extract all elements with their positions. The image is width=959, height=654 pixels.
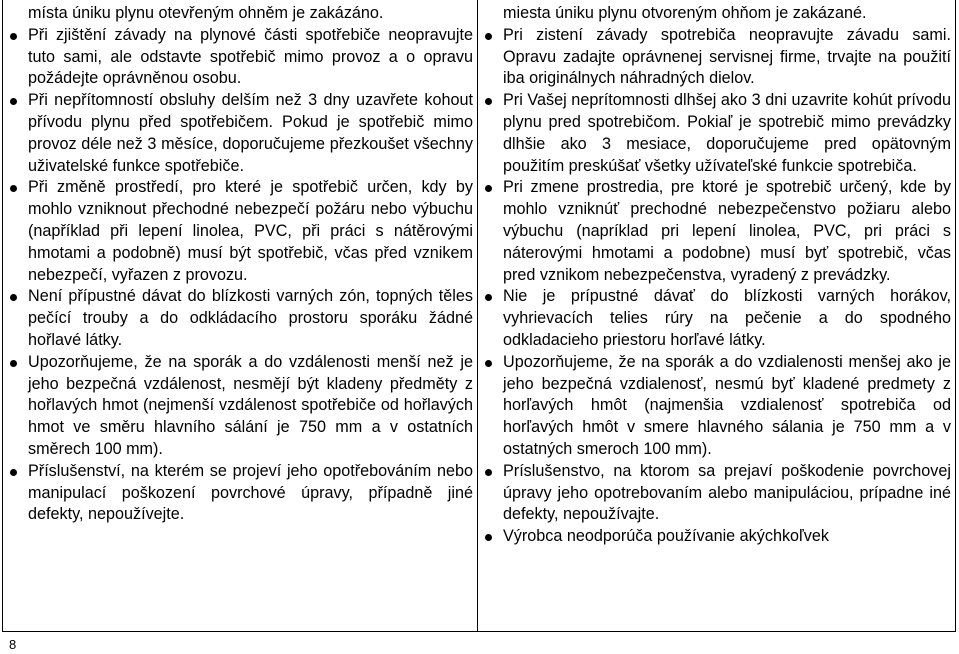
bullet-icon — [10, 185, 17, 192]
safety-list-item — [503, 286, 951, 351]
safety-list-item — [28, 461, 473, 526]
slovak-column-content — [503, 3, 951, 548]
czech-continuation-text: místa úniku plynu otevřeným ohněm je zakázáno. — [28, 4, 384, 22]
bullet-icon — [485, 294, 492, 301]
safety-list-item — [503, 461, 951, 526]
czech-safety-list — [28, 25, 473, 526]
safety-list-item — [28, 286, 473, 351]
safety-list-item — [503, 177, 951, 286]
page-number: 8 — [9, 637, 17, 652]
bullet-icon — [10, 33, 17, 40]
safety-list-item — [503, 526, 951, 548]
safety-list-item-text: Při změně prostředí, pro které je spotřebič určen, kdy by mohlo vzniknout přechodné nebezpečí požáru nebo výbuchu (například při lepení linolea, PVC, při práci s nátěrovými hmotami a podobně) musí být spotřebič, včas před vznikem nebezpečí, vyřazen z provozu. — [28, 178, 473, 284]
safety-list-item — [28, 90, 473, 177]
czech-column — [3, 0, 478, 631]
bullet-icon — [10, 98, 17, 105]
safety-list-item — [503, 90, 951, 177]
safety-list-item-text: Príslušenstvo, na ktorom sa prejaví poškodenie povrchovej úpravy jeho opotrebovaním alebo manipuláciou, prípadne iné defekty, nepoužívajte. — [503, 461, 951, 524]
safety-list-item-text: Při nepřítomností obsluhy delším než 3 dny uzavřete kohout přívodu plynu před spotřebičem. Pokud je spotřebič mimo provoz déle než 3 měsíce, doporučujeme přezkoušet všechny uživatelské funkce spotřebiče. — [28, 91, 473, 175]
bullet-icon — [485, 360, 492, 367]
safety-list-item-text: Pri zmene prostredia, pre ktoré je spotrebič určený, kde by mohlo vzniknúť prechodné nebezpečenstvo požiaru alebo výbuchu (napríklad pri lepení linolea, PVC, pri práci s náterovými hmotami a podobne) musí byť spotrebič, včas pred vznikom nebezpečenstva, vyradený z prevádzky. — [503, 178, 951, 284]
safety-list-item-text: Pri Vašej neprítomnosti dlhšej ako 3 dni uzavrite kohút prívodu plynu pred spotrebičom. Pokiaľ je spotrebič mimo prevádzky dlhšie ako 3 mesiace, doporučujeme pred opätovným použitím preskúšať všetky užívateľské funkcie spotrebiča. — [503, 91, 951, 175]
safety-list-item-text: Upozorňujeme, že na sporák a do vzdálenosti menší než je jeho bezpečná vzdálenost, nesmějí být kladeny předměty z hořlavých hmot (nejmenší vzdálenost spotřebiče od hořlavých hmot ve směru hlavního sálání je 750 mm a v ostatních směrech 100 mm). — [28, 352, 473, 458]
bullet-icon — [10, 469, 17, 476]
safety-list-item-text: Upozorňujeme, že na sporák a do vzdialenosti menšej ako je jeho bezpečná vzdialenosť, nesmú byť kladené predmety z horľavých hmôt (najmenšia vzdialenosť spotrebiča od horľavých hmôt v smere hlavného sálania je 750 mm a v ostatných smeroch 100 mm). — [503, 352, 951, 458]
safety-list-item-text: Při zjištění závady na plynové části spotřebiče neopravujte tuto sami, ale odstavte spotřebič mimo provoz a o opravu požádejte oprávněnou osobu. — [28, 25, 473, 88]
safety-list-item-text: Není přípustné dávat do blízkosti varných zón, topných těles pečící trouby a do odkládacího prostoru sporáku žádné hořlavé látky. — [28, 287, 473, 349]
bilingual-table — [2, 0, 956, 632]
safety-list-item — [28, 177, 473, 286]
safety-list-item-text: Příslušenství, na kterém se projeví jeho opotřebováním nebo manipulací poškození povrchové úpravy, případně jiné defekty, nepoužívejte. — [28, 461, 473, 524]
safety-list-item — [28, 25, 473, 90]
safety-list-item-text: Nie je prípustné dávať do blízkosti varných horákov, vyhrievacích telies rúry na pečenie a do spodného odkladacieho priestoru horľavé látky. — [503, 287, 951, 349]
bullet-icon — [10, 294, 17, 301]
safety-list-item — [503, 352, 951, 461]
czech-column-content — [28, 3, 473, 526]
slovak-safety-list — [503, 25, 951, 548]
bullet-icon — [485, 534, 492, 541]
bullet-icon — [485, 185, 492, 192]
slovak-continuation-text: miesta úniku plynu otvoreným ohňom je zakázané. — [503, 4, 867, 22]
safety-list-item-text: Výrobca neodporúča používanie akýchkoľvek — [503, 527, 829, 546]
safety-list-item — [503, 25, 951, 90]
bullet-icon — [485, 469, 492, 476]
bullet-icon — [485, 33, 492, 40]
bullet-icon — [485, 98, 492, 105]
safety-list-item-text: Pri zistení závady spotrebiča neopravujte závadu sami. Opravu zadajte oprávnenej servisnej firme, trvajte na použití iba originálnych náhradných dielov. — [503, 25, 951, 88]
slovak-column — [478, 0, 955, 631]
safety-list-item — [28, 352, 473, 461]
bullet-icon — [10, 360, 17, 367]
